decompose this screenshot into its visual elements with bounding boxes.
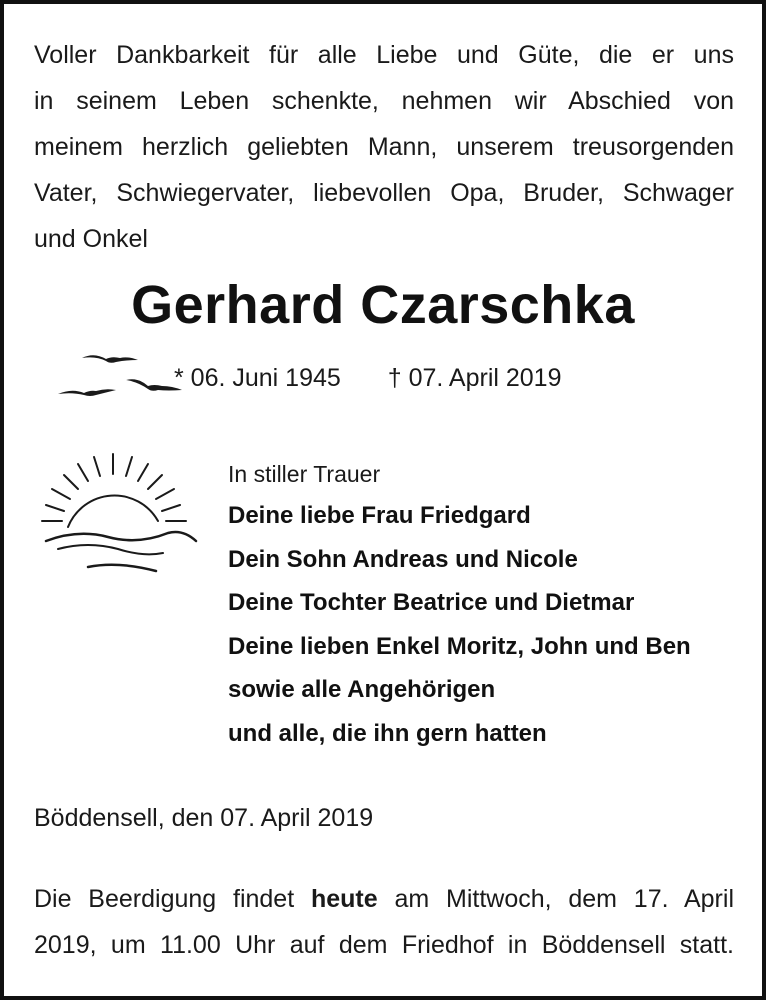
funeral-line-2: 2019, um 11.00 Uhr auf dem Friedhof in Böddensell statt.	[34, 931, 734, 959]
funeral-before: Die Beerdigung findet	[34, 885, 295, 913]
intro-line: meinem herzlich geliebten Mann, unserem treusorgenden	[34, 133, 734, 161]
birth-date: * 06. Juni 1945	[174, 364, 341, 392]
mourner-line: Dein Sohn Andreas und Nicole	[228, 545, 578, 573]
funeral-highlight: heute	[310, 885, 378, 913]
birds-icon	[54, 344, 189, 409]
mourning-lead: In stiller Trauer	[228, 461, 381, 487]
life-dates	[174, 364, 562, 393]
deceased-name: Gerhard Czarschka	[131, 275, 635, 335]
place-and-date: Böddensell, den 07. April 2019	[34, 804, 374, 832]
sunset-icon	[38, 449, 203, 584]
intro-line: Vater, Schwiegervater, liebevollen Opa, Bruder, Schwager	[34, 179, 734, 207]
mourners-list	[228, 454, 691, 755]
mourner-line: und alle, die ihn gern hatten	[228, 719, 547, 747]
intro-line: in seinem Leben schenkte, nehmen wir Abschied von	[34, 87, 734, 115]
funeral-line-1	[34, 876, 734, 922]
intro-text	[34, 32, 734, 262]
mourner-line: Deine lieben Enkel Moritz, John und Ben	[228, 632, 691, 660]
intro-line: Voller Dankbarkeit für alle Liebe und Güte, die er uns	[34, 41, 734, 69]
mourner-line: Deine liebe Frau Friedgard	[228, 502, 531, 529]
mourner-line: sowie alle Angehörigen	[228, 676, 496, 703]
funeral-after: am Mittwoch, dem 17. April	[394, 885, 734, 913]
death-date: † 07. April 2019	[387, 364, 562, 392]
funeral-info	[34, 876, 734, 968]
intro-line: und Onkel	[34, 225, 148, 253]
mourner-line: Deine Tochter Beatrice und Dietmar	[228, 589, 635, 616]
